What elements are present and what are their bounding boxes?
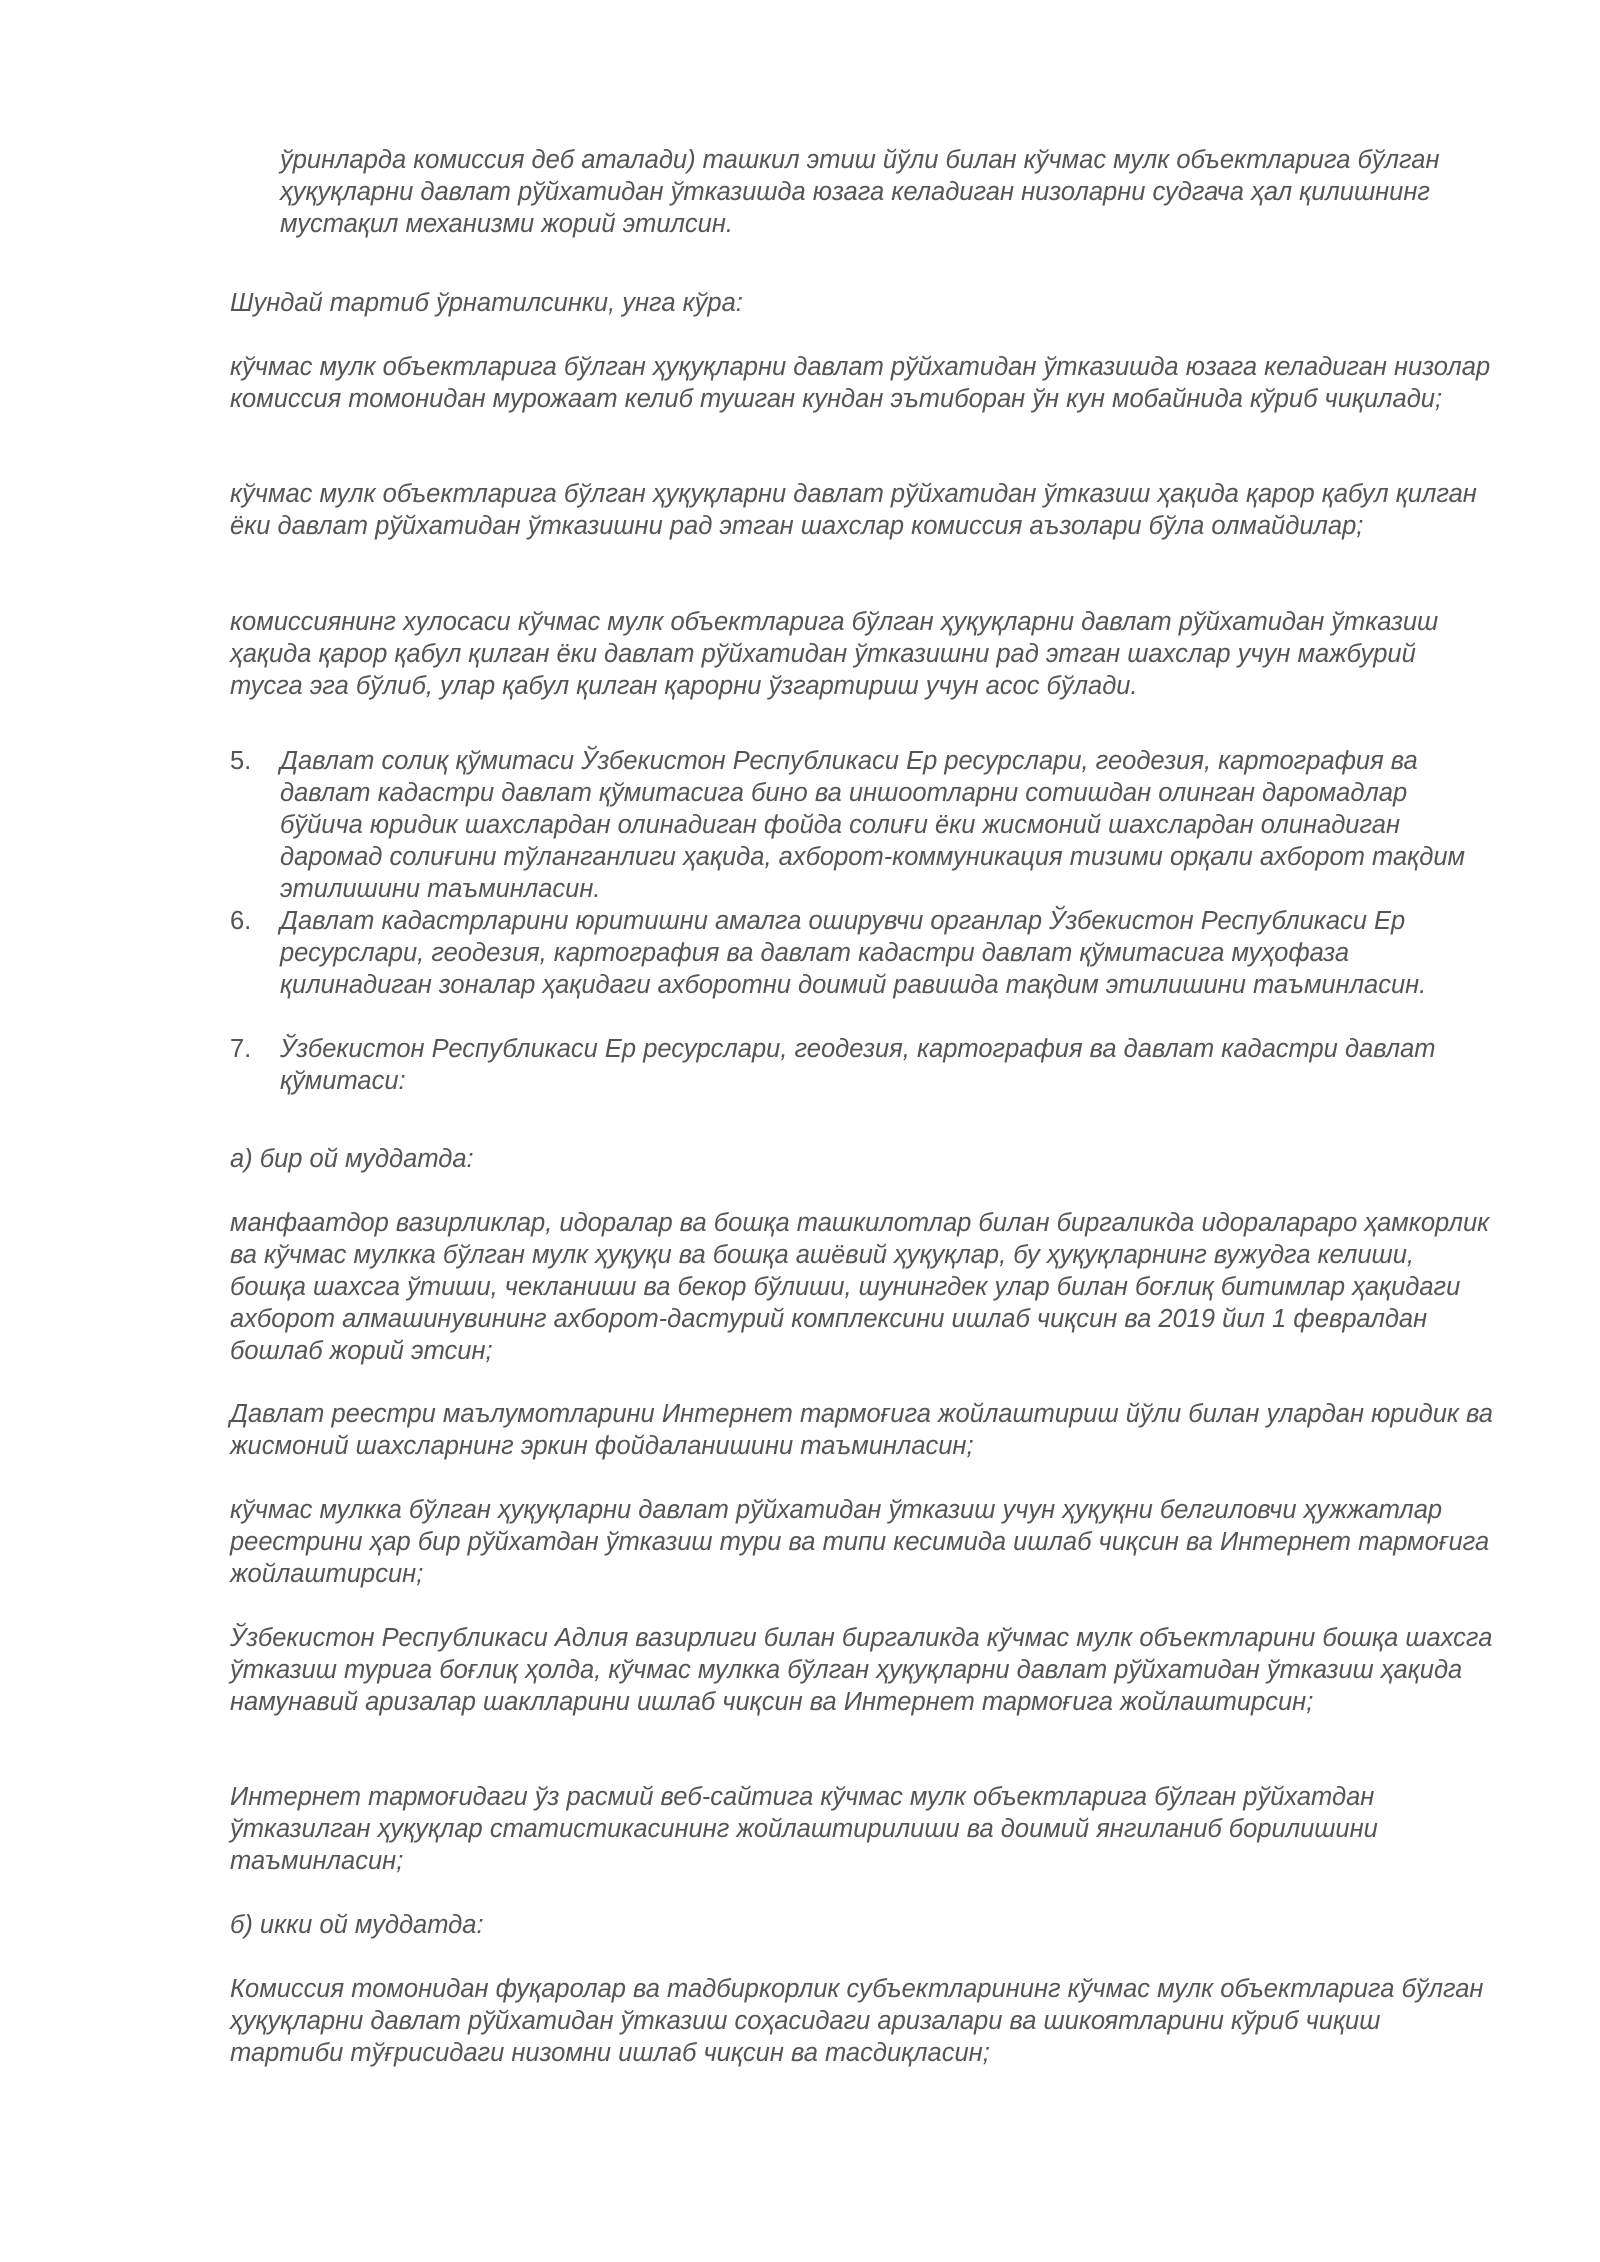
list-number: 5. [230, 747, 252, 775]
paragraph-statistics-website: Интернет тармоғидаги ўз расмий веб-сайтига кўчмас мулк объектларига бўлган рўйхатдан ўтказилган ҳуқуқлар статистикасининг жойлаштирилиши ва доимий янгиланиб борилишини таъминласин; [230, 1783, 1378, 1875]
paragraph-intro-continuation: ўринларда комиссия деб аталади) ташкил этиш йўли билан кўчмас мулк объектларига бўлган ҳуқуқларни давлат рўйхатидан ўтказишда юзага келадиган низоларни судгача ҳал қилишнинг мустақил механизми жорий этилсин. [280, 146, 1440, 238]
paragraph-order-intro: Шундай тартиб ўрнатилсинки, унга кўра: [230, 289, 743, 317]
paragraph-commission-membership: кўчмас мулк объектларига бўлган ҳуқуқларни давлат рўйхатидан ўтказиш ҳақида қарор қабул қилган ёки давлат рўйхатидан ўтказишни рад этган шахслар комиссия аъзолари бўла олмайдилар; [230, 480, 1477, 540]
paragraph-one-month: а) бир ой муддатда: [230, 1145, 474, 1173]
paragraph-information-exchange: манфаатдор вазирликлар, идоралар ва бошқа ташкилотлар билан биргаликда идоралараро ҳамкорлик ва кўчмас мулкка бўлган мулк ҳуқуқи ва бошқа ашёвий ҳуқуқлар, бу ҳуқуқларнинг вужудга келиши, бошқа шахсга ўтиши, чекланиши ва бекор бўлиши, шунингдек улар билан боғлиқ битимлар ҳақидаги ахборот алмашинувининг ахборот-дастурий комплексини ишлаб чиқсин ва 2019 йил 1 февралдан бошлаб жорий этсин; [230, 1209, 1490, 1365]
paragraph-commission-regulation: Комиссия томонидан фуқаролар ва тадбиркорлик субъектларининг кўчмас мулк объектларига бўлган ҳуқуқларни давлат рўйхатидан ўтказиш соҳасидаги аризалари ва шикоятларини кўриб чиқиш тартиби тўғрисидаги низомни ишлаб чиқсин ва тасдиқласин; [230, 1975, 1484, 2067]
list-item-text: Давлат кадастрларини юритишни амалга оширувчи органлар Ўзбекистон Республикаси Ер ресурслари, геодезия, картография ва давлат кадастри давлат қўмитасига муҳофаза қилинадиган зоналар ҳақидаги ахборотни доимий равишда тақдим этилишини таъминласин. [280, 907, 1427, 999]
paragraph-disputes-review: кўчмас мулк объектларига бўлган ҳуқуқларни давлат рўйхатидан ўтказишда юзага келадиган низолар комиссия томонидан мурожаат келиб тушган кундан эътиборан ўн кун мобайнида кўриб чиқилади; [230, 353, 1491, 413]
paragraph-two-months: б) икки ой муддатда: [230, 1911, 484, 1939]
paragraph-documents-registry: кўчмас мулкка бўлган ҳуқуқларни давлат рўйхатидан ўтказиш учун ҳуқуқни белгиловчи ҳужжатлар реестрини ҳар бир рўйхатдан ўтказиш тури ва типи кесимида ишлаб чиқсин ва Интернет тармоғига жойлаштирсин; [230, 1496, 1490, 1588]
paragraph-application-forms: Ўзбекистон Республикаси Адлия вазирлиги билан биргаликда кўчмас мулк объектларини бошқа шахсга ўтказиш турига боғлиқ ҳолда, кўчмас мулкка бўлган ҳуқуқларни давлат рўйхатидан ўтказиш ҳақида намунавий аризалар шаклларини ишлаб чиқсин ва Интернет тармоғига жойлаштирсин; [230, 1624, 1493, 1716]
list-number: 6. [230, 907, 252, 935]
paragraph-commission-conclusion: комиссиянинг хулосаси кўчмас мулк объектларига бўлган ҳуқуқларни давлат рўйхатидан ўтказиш ҳақида қарор қабул қилган ёки давлат рўйхатидан ўтказишни рад этган шахслар учун мажбурий тусга эга бўлиб, улар қабул қилган қарорни ўзгартириш учун асос бўлади. [230, 608, 1439, 700]
paragraph-state-registry: Давлат реестри маълумотларини Интернет тармоғига жойлаштириш йўли билан улардан юридик ва жисмоний шахсларнинг эркин фойдаланишини таъминласин; [230, 1400, 1493, 1460]
list-item-text: Ўзбекистон Республикаси Ер ресурслари, геодезия, картография ва давлат кадастри давлат қўмитаси: [280, 1035, 1436, 1095]
list-item-text: Давлат солиқ қўмитаси Ўзбекистон Республикаси Ер ресурслари, геодезия, картография ва давлат кадастри давлат қўмитасига бино ва иншоотларни сотишдан олинган даромадлар бўйича юридик шахслардан олинадиган фойда солиғи ёки жисмоний шахслардан олинадиган даромад солиғини тўланганлиги ҳақида, ахборот-коммуникация тизими орқали ахборот тақдим этилишини таъминласин. [280, 747, 1465, 903]
list-number: 7. [230, 1035, 252, 1063]
